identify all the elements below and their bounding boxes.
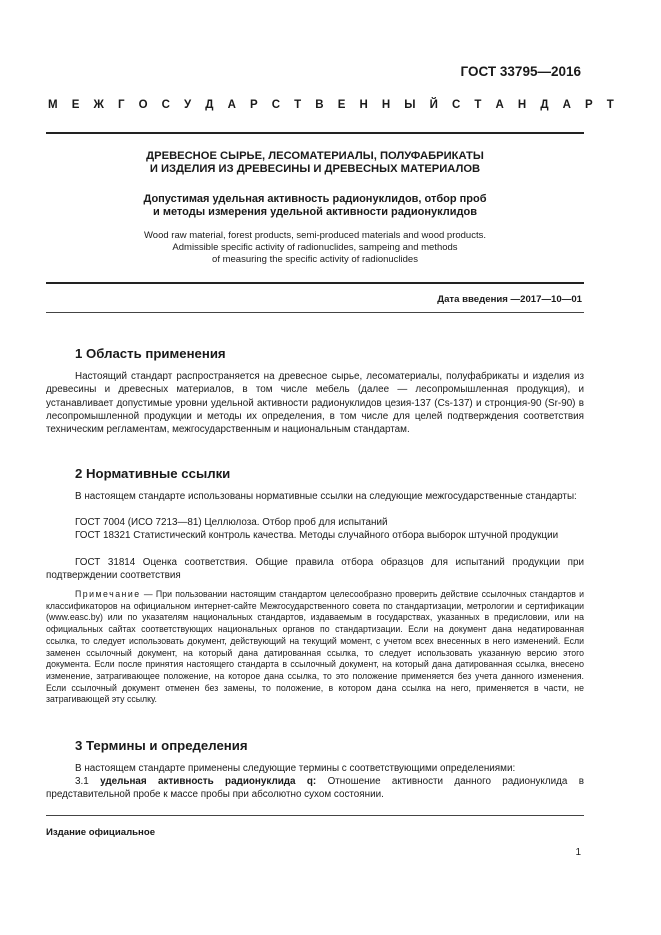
official-edition-label: Издание официальное [46, 827, 156, 838]
note-label: Примечание [75, 589, 141, 599]
date-divider [46, 312, 584, 313]
title-divider [46, 282, 584, 284]
section-3-heading: 3 Термины и определения [75, 738, 248, 753]
term-number: 3.1 [75, 776, 89, 787]
section-1-text: Настоящий стандарт распространяется на древесное сырье, лесоматериалы, полуфабрикаты и изделия из древесины и древесных материалов, в том числе мебель (далее — лесопромышленная продукция), и устанавливает допустимые уровни удельной активности радионуклидов цезия-137 (Cs-137) и стронция-90 (Sr-90) в лесопромышленной продукции и методы их определения, в том числе для целей подтверждения соответствия техническим регламентам, межгосударственным и национальным стандартам. [46, 371, 584, 436]
subtitle-russian: Допустимая удельная активность радионуклидов, отбор проб и методы измерения удельной активности радионуклидов [143, 193, 487, 218]
note-text: — При пользовании настоящим стандартом целесообразно проверить действие ссылочных стандартов и классификаторов на официальном интернет-сайте Межгосударственного совета по стандартизации, метрологии и сертификации (www.easc.by) или по указателям национальных стандартов, издаваемым в государствах, указанных в предисловии, или на официальных сайтах соответствующих национальных органов по стандартизации. Если на документ дана недатированная ссылка, то следует использовать документ, действующий на текущий момент, с учетом всех внесенных в него изменений. Если заменен ссылочный документ, на который дана датированная ссылка, то следует использовать указанную версию этого документа. Если после принятия настоящего стандарта в ссылочный документ, на который дана датированная ссылка, внесено изменение, затрагивающее положение, на которое дана ссылка, то это положение применяется без учета данного изменения. Если ссылочный документ отменен без замены, то положение, в котором дана ссылка на него, применяется в части, не затрагивающей эту ссылку. [46, 589, 584, 705]
document-number: ГОСТ 33795—2016 [460, 64, 581, 79]
introduction-date: Дата введения —2017—10—01 [437, 294, 582, 305]
interstate-standard-label: М Е Ж Г О С У Д А Р С Т В Е Н Н Ы Й С Т А Н Д А Р Т [48, 99, 614, 111]
reference-gost-18321: ГОСТ 18321 Статистический контроль качества. Методы случайного отбора выборок штучной продукции [75, 530, 559, 541]
reference-gost-31814: ГОСТ 31814 Оценка соответствия. Общие правила отбора образцов для испытаний продукции при подтверждении соответствия [46, 557, 584, 582]
header-divider [46, 132, 584, 134]
footer-divider [46, 815, 584, 816]
section-1-heading: 1 Область применения [75, 346, 226, 361]
section-2-intro: В настоящем стандарте использованы нормативные ссылки на следующие межгосударственные стандарты: [75, 491, 577, 502]
section-3-intro: В настоящем стандарте применены следующие термины с соответствующими определениями: [75, 763, 516, 774]
note-paragraph [46, 589, 584, 706]
term-name: удельная активность радионуклида q: [100, 776, 317, 787]
title-russian: ДРЕВЕСНОЕ СЫРЬЕ, ЛЕСОМАТЕРИАЛЫ, ПОЛУФАБРИКАТЫ И ИЗДЕЛИЯ ИЗ ДРЕВЕСИНЫ И ДРЕВЕСНЫХ МАТЕРИАЛОВ [146, 150, 484, 175]
term-definition [46, 775, 584, 802]
page-number: 1 [575, 847, 581, 858]
title-english: Wood raw material, forest products, semi-produced materials and wood products. Admissible specific activity of radionuclides, sampeing and methods of measuring the specific activity of radionuclides [144, 230, 486, 265]
section-2-heading: 2 Нормативные ссылки [75, 466, 231, 481]
term-definition-text: Отношение активности данного радионуклида в представительной пробе к массе пробы при абсолютно сухом состоянии. [46, 776, 584, 801]
reference-gost-7004: ГОСТ 7004 (ИСО 7213—81) Целлюлоза. Отбор проб для испытаний [75, 517, 388, 528]
